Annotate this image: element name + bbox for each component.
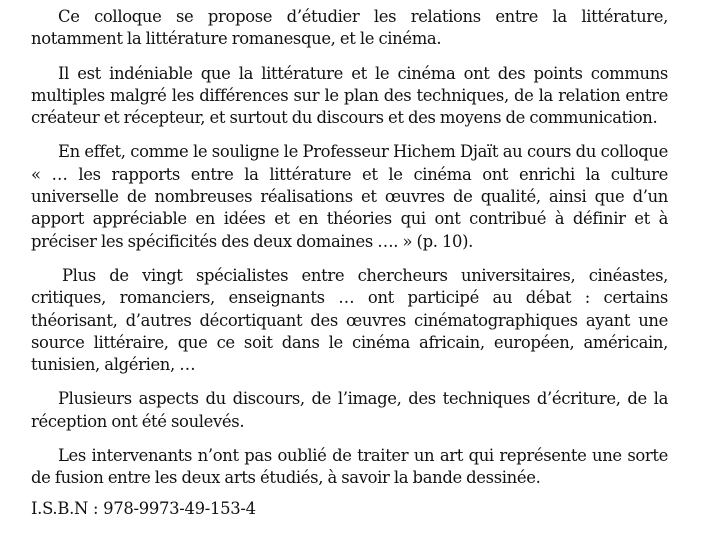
- paragraph-quote-djait: En effet, comme le souligne le Professeur Hichem Djaït au cours du colloque « … les rapports entre la littérature et le cinéma ont enrichi la culture universelle de nombreuses réalisations et œuvres de qualité, ainsi que d’un apport appréciable en idées et en théories qui ont contribué à définir et à préciser les spécificités des deux domaines …. » (p. 10).: [31, 142, 668, 251]
- paragraph-intro: Ce colloque se propose d’étudier les relations entre la littérature, notamment la littérature romanesque, et le cinéma.: [31, 7, 668, 49]
- paragraph-specialists: Plus de vingt spécialistes entre chercheurs universitaires, cinéastes, critiques, romanciers, enseignants … ont participé au débat : certains théorisant, d’autres décortiquant des œuvres cinématographiques ayant une source littéraire, que ce soit dans le cinéma africain, européen, américain, tunisien, algérien, …: [31, 265, 668, 375]
- isbn-line: I.S.B.N : 978-9973-49-153-4: [31, 498, 256, 518]
- paragraph-common-points: Il est indéniable que la littérature et le cinéma ont des points communs multiples malgré les différences sur le plan des techniques, de la relation entre créateur et récepteur, et surtout du discours et des moyens de communication.: [31, 63, 668, 128]
- paragraph-comic-strip: Les intervenants n’ont pas oublié de traiter un art qui représente une sorte de fusion entre les deux arts étudiés, à savoir la bande dessinée.: [31, 446, 668, 488]
- paragraph-aspects: Plusieurs aspects du discours, de l’image, des techniques d’écriture, de la réception ont été soulevés.: [31, 389, 668, 431]
- document-body: [31, 6, 668, 520]
